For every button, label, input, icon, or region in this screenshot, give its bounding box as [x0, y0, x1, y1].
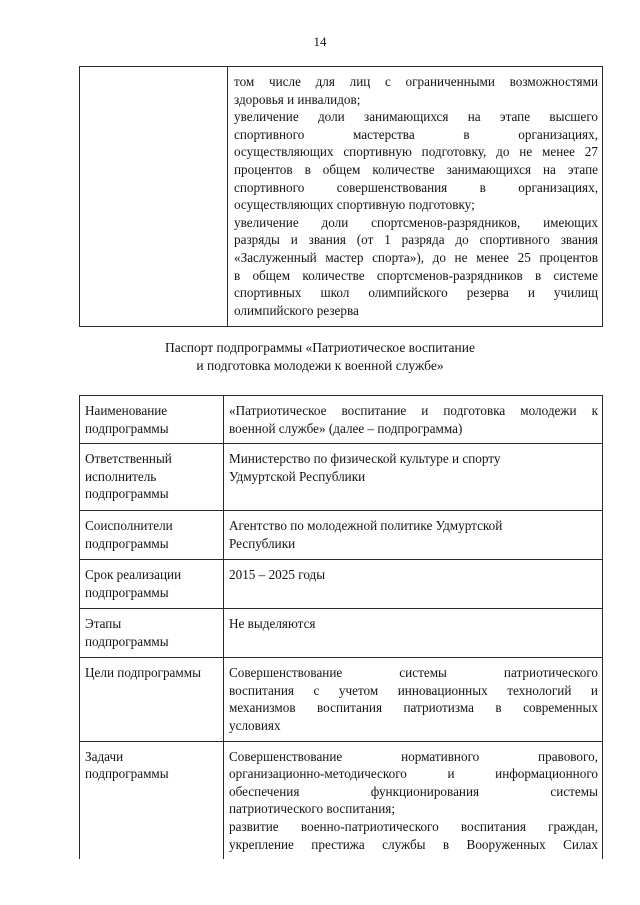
row-label-cell — [80, 609, 224, 658]
continuation-line: процентов в общем количестве занимающихся на этапе — [234, 161, 598, 177]
row-label: подпрограммы — [85, 766, 169, 782]
continuation-line: «Заслуженный мастер спорта»), до не менее 25 процентов — [234, 249, 598, 265]
continuation-line: олимпийского резерва — [234, 302, 359, 318]
row-value: механизмов воспитания патриотизма в современных — [229, 700, 598, 716]
row-value-cell — [224, 511, 603, 560]
row-label: Ответственный — [85, 451, 172, 467]
row-label: Задачи — [85, 748, 124, 764]
row-label: подпрограммы — [85, 420, 169, 436]
row-value: Министерство по физической культуре и спорту — [229, 451, 501, 467]
row-label-cell — [80, 658, 224, 741]
row-value: Не выделяются — [229, 616, 316, 632]
row-label-cell — [80, 396, 224, 444]
row-value: патриотического воспитания; — [229, 801, 396, 817]
passport-row-stages — [80, 609, 603, 658]
row-value: воспитания с учетом инновационных технологий и — [229, 682, 598, 698]
row-value: Совершенствование системы патриотического — [229, 665, 598, 681]
passport-row-goals — [80, 658, 603, 741]
row-label: Этапы — [85, 616, 122, 632]
passport-title — [0, 339, 640, 375]
continuation-line: разряды и звания (от 1 разряда до спортивного звания — [234, 232, 598, 248]
continuation-line: спортивного совершенствования в организациях, — [234, 179, 598, 195]
passport-row-executor — [80, 444, 603, 511]
row-value-cell — [224, 609, 603, 658]
passport-title-line: Паспорт подпрограммы «Патриотическое воспитание — [165, 340, 475, 355]
continuation-table — [79, 66, 603, 327]
continuation-line: увеличение доли спортсменов-разрядников, имеющих — [234, 214, 598, 230]
continuation-line: осуществляющих спортивную подготовку, до не менее 27 — [234, 144, 598, 160]
continuation-line: спортивного мастерства в организациях, — [234, 126, 598, 142]
continuation-line: осуществляющих спортивную подготовку; — [234, 197, 475, 213]
passport-row-name — [80, 396, 603, 444]
row-label-cell — [80, 560, 224, 609]
passport-row-tasks — [80, 741, 603, 859]
row-label: Наименование — [85, 403, 168, 418]
row-value-cell — [224, 396, 603, 444]
continuation-row — [80, 67, 603, 327]
row-value: организационно-методического и информационного — [229, 766, 598, 782]
row-label-cell — [80, 444, 224, 511]
continuation-value-cell — [228, 67, 603, 327]
row-value-cell — [224, 444, 603, 511]
continuation-line: здоровья и инвалидов; — [234, 91, 361, 107]
row-label: подпрограммы — [85, 535, 169, 551]
row-label: Соисполнители — [85, 518, 173, 534]
passport-table — [79, 395, 603, 859]
row-label: Цели подпрограммы — [85, 665, 201, 681]
continuation-line: увеличение доли занимающихся на этапе высшего — [234, 109, 598, 125]
row-value: Совершенствование нормативного правового, — [229, 748, 598, 764]
row-value-cell — [224, 658, 603, 741]
row-value: 2015 – 2025 годы — [229, 567, 326, 583]
passport-row-coexecutors — [80, 511, 603, 560]
row-value: «Патриотическое воспитание и подготовка молодежи к — [229, 403, 598, 418]
continuation-line: том числе для лиц с ограниченными возможностями — [234, 74, 598, 89]
row-value: укрепление престижа службы в Вооруженных Силах — [229, 836, 598, 852]
row-value: Удмуртской Республики — [229, 468, 366, 484]
row-value-cell — [224, 560, 603, 609]
row-label: подпрограммы — [85, 633, 169, 649]
row-value: обеспечения функционирования системы — [229, 783, 598, 799]
continuation-empty-label-cell — [80, 67, 228, 327]
row-value: военной службе» (далее – подпрограмма) — [229, 420, 463, 436]
continuation-line: в общем количестве спортсменов-разрядников в системе — [234, 267, 598, 283]
row-label: подпрограммы — [85, 486, 169, 502]
page-number: 14 — [313, 34, 327, 49]
row-value: Республики — [229, 535, 296, 551]
row-label: Срок реализации — [85, 567, 182, 583]
row-value: развитие военно-патриотического воспитания граждан, — [229, 818, 598, 834]
row-label-cell — [80, 511, 224, 560]
row-value: Агентство по молодежной политике Удмуртской — [229, 518, 503, 534]
row-value-cell — [224, 741, 603, 859]
row-label: исполнитель — [85, 468, 157, 484]
row-value: условиях — [229, 717, 281, 733]
passport-row-term — [80, 560, 603, 609]
row-label: подпрограммы — [85, 584, 169, 600]
passport-title-line: и подготовка молодежи к военной службе» — [196, 358, 444, 373]
continuation-line: спортивных школ олимпийского резерва и училищ — [234, 285, 598, 301]
row-label-cell — [80, 741, 224, 859]
